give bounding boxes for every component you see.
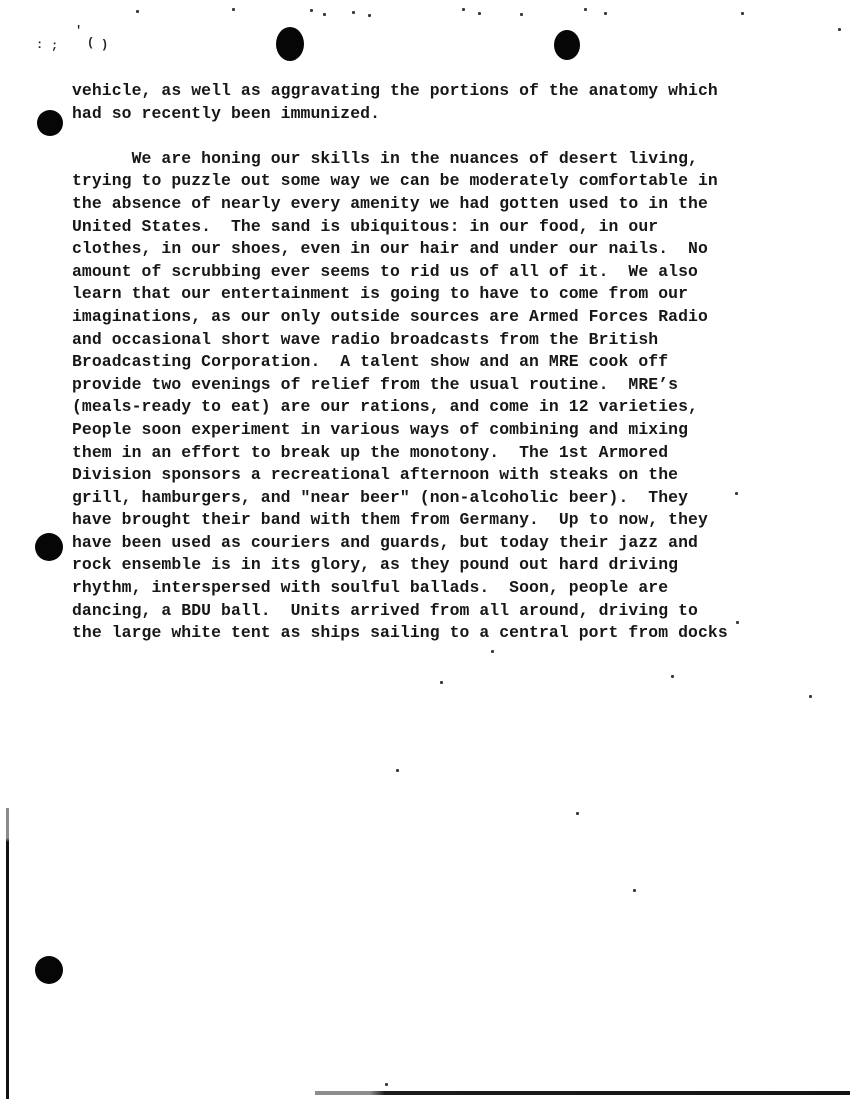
stray-typewriter-mark: ( (87, 36, 95, 50)
margin-dot-mark (35, 533, 63, 561)
scan-noise-speck (604, 12, 607, 15)
document-line: People soon experiment in various ways of combining and mixing (72, 419, 689, 439)
stray-typewriter-mark: ; (51, 39, 59, 53)
scan-noise-speck (576, 812, 579, 815)
scan-noise-speck (741, 12, 744, 15)
document-line: clothes, in our shoes, even in our hair and under our nails. No (72, 239, 708, 259)
document-line: have been used as couriers and guards, but today their jazz and (72, 532, 698, 552)
document-line: United States. The sand is ubiquitous: in our food, in our (72, 216, 659, 236)
document-line: have brought their band with them from Germany. Up to now, they (72, 510, 708, 530)
scan-noise-speck (323, 13, 326, 16)
scan-noise-speck (136, 10, 139, 13)
stray-typewriter-mark: ) (101, 38, 109, 52)
scan-noise-speck (671, 675, 674, 678)
document-line: rhythm, interspersed with soulful ballads. Soon, people are (72, 578, 669, 598)
document-line: had so recently been immunized. (72, 103, 381, 123)
scan-noise-speck (735, 492, 738, 495)
scan-noise-speck (310, 9, 313, 12)
scan-noise-speck (736, 621, 739, 624)
scan-noise-speck (385, 1083, 388, 1086)
scan-noise-speck (491, 650, 494, 653)
document-line: them in an effort to break up the monotony. The 1st Armored (72, 442, 669, 462)
scan-edge-line-left (6, 808, 9, 1099)
document-line: Division sponsors a recreational afternoon with steaks on the (72, 465, 679, 485)
paragraph-2 (72, 148, 728, 645)
document-line: vehicle, as well as aggravating the portions of the anatomy which (72, 81, 718, 100)
document-line: rock ensemble is in its glory, as they pound out hard driving (72, 555, 679, 575)
scan-noise-speck (584, 8, 587, 11)
scan-noise-speck (633, 889, 636, 892)
scan-noise-speck (440, 681, 443, 684)
scan-noise-speck (368, 14, 371, 17)
document-line: trying to puzzle out some way we can be moderately comfortable in (72, 171, 718, 191)
scan-noise-speck (478, 12, 481, 15)
stray-typewriter-mark: : (36, 38, 44, 52)
document-line: the large white tent as ships sailing to a central port from docks (72, 623, 728, 643)
paragraph-1 (72, 80, 728, 125)
scan-edge-line-bottom (315, 1091, 850, 1095)
document-line: grill, hamburgers, and "near beer" (non-alcoholic beer). They (72, 487, 689, 507)
document-text-block (72, 80, 728, 645)
margin-dot-mark (37, 110, 63, 136)
scan-noise-speck (809, 695, 812, 698)
stray-typewriter-mark: ' (75, 24, 83, 38)
scan-noise-speck (838, 28, 841, 31)
scan-noise-speck (396, 769, 399, 772)
document-line: the absence of nearly every amenity we had gotten used to in the (72, 193, 708, 213)
scan-noise-speck (462, 8, 465, 11)
scan-noise-speck (352, 11, 355, 14)
document-line: amount of scrubbing ever seems to rid us of all of it. We also (72, 261, 698, 281)
document-line: We are honing our skills in the nuances of desert living, (72, 148, 698, 168)
document-line: and occasional short wave radio broadcasts from the British (72, 329, 659, 349)
document-line: dancing, a BDU ball. Units arrived from all around, driving to (72, 600, 698, 620)
margin-dot-mark (35, 956, 63, 984)
punch-hole-mark (276, 27, 304, 61)
document-line: imaginations, as our only outside sources are Armed Forces Radio (72, 306, 708, 326)
scan-noise-speck (232, 8, 235, 11)
document-line: learn that our entertainment is going to have to come from our (72, 284, 689, 304)
document-line: provide two evenings of relief from the usual routine. MRE’s (72, 374, 679, 394)
document-line: (meals-ready to eat) are our rations, and come in 12 varieties, (72, 397, 698, 417)
punch-hole-mark (554, 30, 580, 60)
document-line: Broadcasting Corporation. A talent show and an MRE cook off (72, 352, 669, 372)
scan-noise-speck (520, 13, 523, 16)
